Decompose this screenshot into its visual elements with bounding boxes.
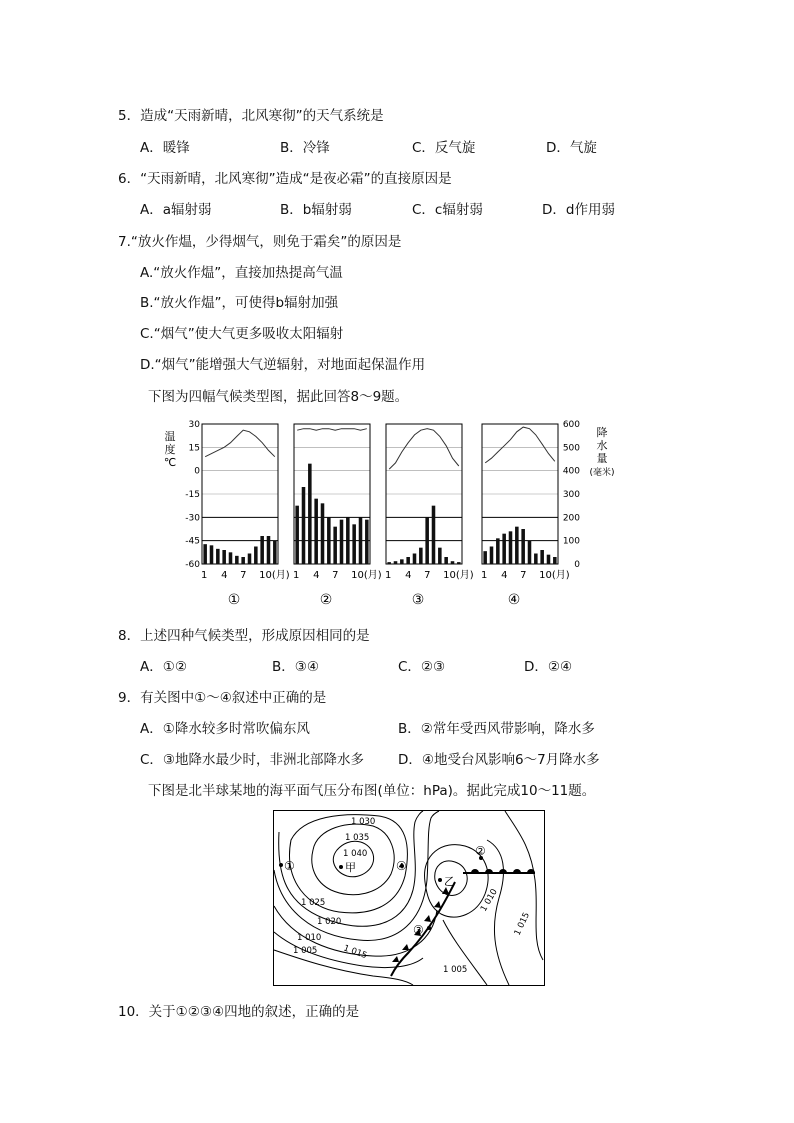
precip-bar [553,557,557,564]
precip-bar [528,541,532,564]
place-jia: 甲 [345,861,356,874]
q9-option-c: C．③地降水最少时，非洲北部降水多 [140,752,365,768]
precip-axis-label: (毫米) [589,468,615,478]
precip-bar [534,554,538,565]
precip-bar [352,524,356,564]
precip-tick-label: 200 [562,513,580,524]
q8-option-c: C．②③ [398,659,446,675]
month-tick-label: 7 [240,570,247,581]
precip-bar [406,557,410,564]
precip-tick-label: 0 [574,560,580,570]
precip-bar [496,538,500,564]
q5-option-a: A．暖锋 [140,140,190,156]
q6-stem: 6．“天雨新晴，北风寒彻”造成“是夜必霜”的直接原因是 [118,171,452,187]
precip-bar [490,547,494,565]
precip-bar [413,554,417,565]
month-tick-label: 1 [385,570,392,581]
isobar-label-1015-east: 1 015 [512,910,533,938]
precip-bar [327,517,331,564]
q6-option-d: D．d作用弱 [542,202,615,218]
temp-line [297,429,367,431]
precip-bar [295,506,299,564]
point-4-label: ④ [396,859,407,873]
point-1-dot [279,863,283,867]
precip-tick-label: 100 [562,536,580,547]
precip-bar [451,561,455,564]
q5-option-d: D．气旋 [546,140,597,156]
precip-bar [438,548,442,564]
precip-tick-label: 600 [562,420,580,430]
isobar-label-1020: 1 020 [317,917,342,927]
q7-option-d: D.“烟气”能增强大气逆辐射，对地面起保温作用 [140,357,426,373]
precip-bar [425,517,429,564]
temp-tick-label: -30 [185,513,200,524]
point-2-label: ② [475,844,486,858]
precip-bar [483,551,487,564]
panel-label: ③ [411,592,425,608]
point-3-label: ③ [413,923,424,937]
precip-bar [235,556,239,564]
precip-bar [457,562,461,564]
q5-stem: 5．造成“天雨新晴，北风寒彻”的天气系统是 [118,108,384,124]
temp-axis-label: 度 [164,443,176,456]
precip-bar [540,550,544,564]
precip-bar [521,529,525,564]
panel-label: ④ [507,592,521,608]
precip-tick-label: 500 [562,443,580,454]
q6-option-c: C．c辐射弱 [412,202,483,218]
climate-panel-1 [201,424,290,608]
precip-bar [216,549,220,564]
precip-bar [432,506,436,564]
q7-option-a: A.“放火作煴”，直接加热提高气温 [140,265,343,281]
q5-option-b: B．冷锋 [280,140,330,156]
month-tick-label: 7 [424,570,431,581]
point-1-label: ① [284,859,295,873]
climate-type-chart [160,418,630,618]
precipitation-axis [563,420,615,570]
q10-stem: 10．关于①②③④四地的叙述，正确的是 [118,1004,360,1020]
temp-line [485,427,555,463]
climate-panel-3 [385,424,474,608]
precip-tick-label: 300 [562,490,580,500]
climate-panels [201,424,570,608]
precip-bar [260,536,264,564]
q8-stem: 8．上述四种气候类型，形成原因相同的是 [118,628,370,644]
isobar-label-1035: 1 035 [345,833,370,843]
month-tick-label: 7 [520,570,527,581]
precip-bar [515,527,519,564]
precip-bar [346,517,350,564]
month-tick-label: 4 [221,570,228,581]
precip-tick-label: 400 [562,466,580,477]
point-3-dot [427,926,431,930]
isobar-label-1040: 1 040 [343,849,368,859]
q9-option-a: A．①降水较多时常吹偏东风 [140,721,310,737]
month-tick-label: 4 [313,570,320,581]
temp-line [205,430,275,457]
month-tick-label: 1 [293,570,300,581]
isobar-label-1015-west: 1 015 [341,943,369,962]
climate-panel-2 [293,424,382,608]
precip-bar [222,550,226,564]
q8-option-a: A．①② [140,659,187,675]
precip-bar [302,487,306,564]
intro-10-11: 下图是北半球某地的海平面气压分布图(单位：hPa)。据此完成10～11题。 [148,783,596,799]
isobar-label-1025: 1 025 [301,898,326,908]
isobar-label-1005-west: 1 005 [293,946,318,956]
month-tick-label: 10(月) [259,570,290,581]
precip-bar [547,555,551,564]
q5-option-c: C．反气旋 [412,140,476,156]
precip-bar [444,557,448,564]
place-yi: 乙 [444,875,455,888]
precip-bar [340,520,344,564]
q7-option-b: B.“放火作煴”，可使得b辐射加强 [140,295,339,311]
intro-8-9: 下图为四幅气候类型图，据此回答8～9题。 [148,389,409,405]
q7-option-c: C.“烟气”使大气更多吸收太阳辐射 [140,326,344,342]
precip-bar [365,520,369,564]
precip-bar [314,499,318,564]
q6-option-a: A．a辐射弱 [140,202,212,218]
precip-bar [248,554,252,565]
q8-option-d: D．②④ [524,659,573,675]
precip-bar [359,517,363,564]
q7-stem: 7.“放火作煴，少得烟气，则免于霜矣”的原因是 [118,234,402,250]
panel-label: ① [227,592,241,608]
sea-level-pressure-map [273,810,545,986]
q9-option-d: D．④地受台风影响6～7月降水多 [398,752,600,768]
precip-bar [203,544,207,564]
precip-bar [387,562,391,564]
temp-tick-label: 15 [188,443,200,454]
precip-bar [267,536,271,564]
precip-bar [229,552,233,564]
isobar-label-1010-west: 1 010 [297,933,322,943]
precip-bar [321,503,325,564]
month-tick-label: 10(月) [351,570,382,581]
temp-tick-label: -60 [185,560,200,570]
q8-option-b: B．③④ [272,659,319,675]
precip-bar [308,464,312,564]
isobar-label-1005-south: 1 005 [443,965,468,975]
precip-bar [210,545,214,564]
temp-line [389,429,459,469]
temperature-axis [164,420,200,570]
q9-option-b: B．②常年受西风带影响，降水多 [398,721,595,737]
month-tick-label: 1 [201,570,208,581]
isobar-label-1010-east: 1 010 [478,887,500,914]
precip-bar [419,548,423,564]
precip-bar [254,547,258,565]
temp-tick-label: 0 [194,466,200,477]
temp-axis-label: ℃ [163,456,177,469]
precip-bar [273,541,277,564]
precip-bar [333,527,337,564]
panel-label: ② [319,592,333,608]
month-tick-label: 4 [405,570,412,581]
low-center-dot [438,878,442,882]
precip-bar [509,531,513,564]
q6-option-b: B．b辐射弱 [280,202,352,218]
q9-stem: 9．有关图中①～④叙述中正确的是 [118,690,327,706]
high-center-dot [339,865,343,869]
month-tick-label: 7 [332,570,339,581]
precip-bar [241,557,245,564]
precip-axis-label: 水 [596,439,608,452]
temp-tick-label: -15 [185,490,200,500]
precip-axis-label: 降 [596,426,608,439]
precip-bar [400,559,404,564]
month-tick-label: 4 [501,570,508,581]
precip-bar [502,534,506,564]
climate-panel-4 [481,424,570,608]
temp-tick-label: -45 [185,536,200,547]
month-tick-label: 10(月) [539,570,570,581]
temp-tick-label: 30 [188,420,200,430]
temp-axis-label: 温 [164,430,176,443]
precip-axis-label: 量 [596,452,608,465]
month-tick-label: 10(月) [443,570,474,581]
isobar-label-1030: 1 030 [351,817,376,827]
precip-bar [394,561,398,564]
month-tick-label: 1 [481,570,488,581]
